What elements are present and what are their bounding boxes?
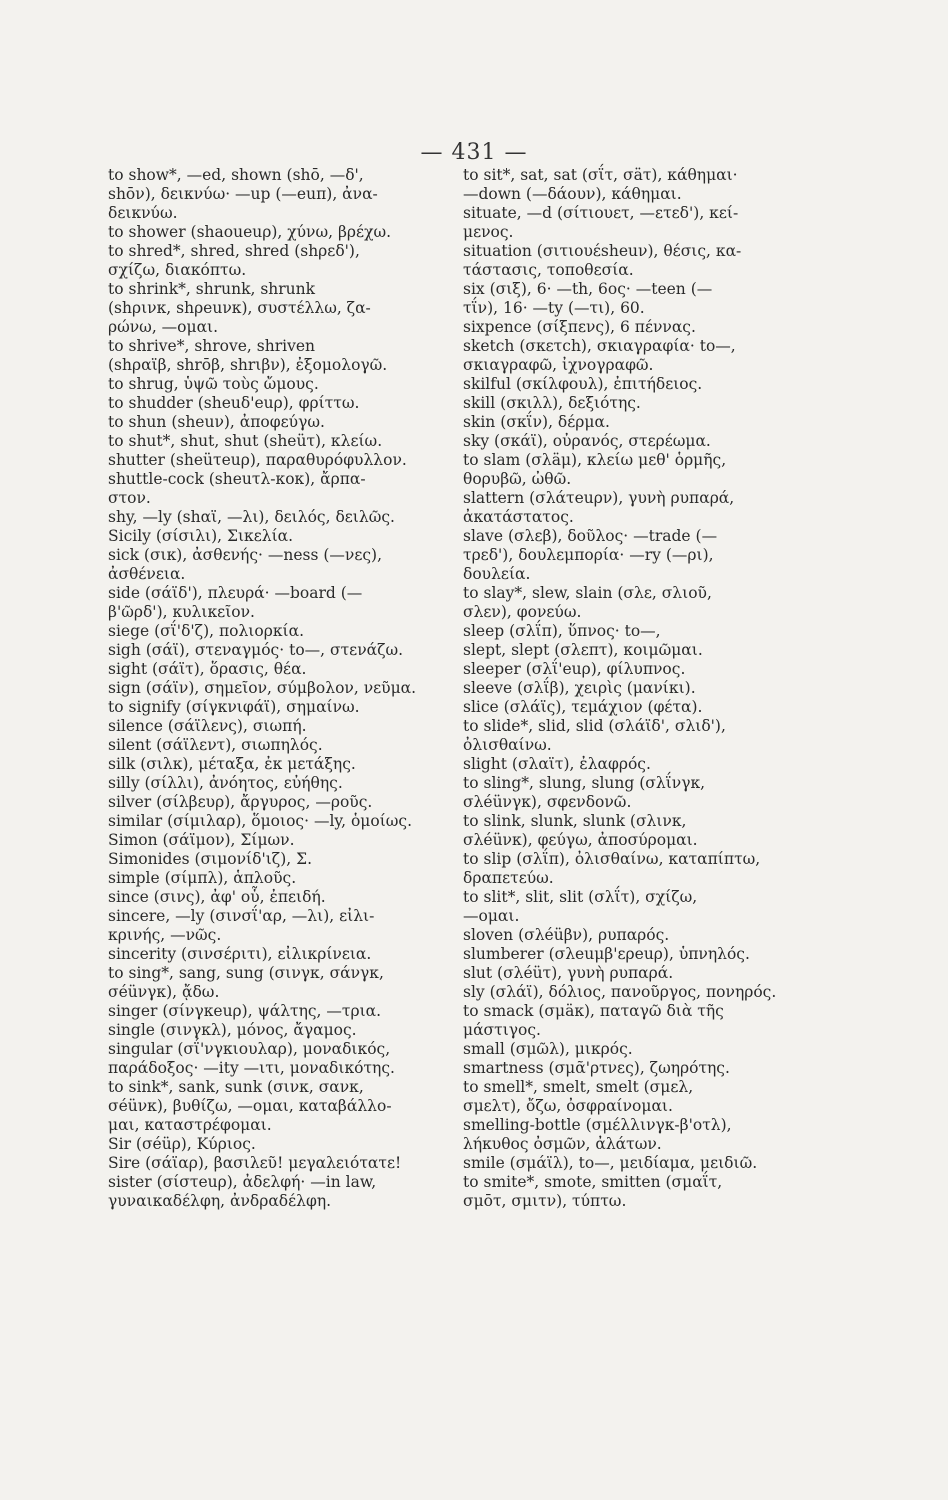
dictionary-entry <box>108 850 468 869</box>
entry-line: Simon (σάϊμον), Σίμων. <box>108 831 295 849</box>
dictionary-entry <box>108 1173 468 1211</box>
entry-line: to show*, —ed, shown (shō, —δ', <box>108 166 364 184</box>
dictionary-entry <box>108 375 468 394</box>
entry-line: sketch (σκετch), σκιαγραφία· to—, <box>463 337 736 355</box>
entry-line: to sink*, sank, sunk (σινκ, σανκ, <box>108 1078 364 1096</box>
entry-line: to shrink*, shrunk, shrunk <box>108 280 316 298</box>
entry-line: to sling*, slung, slung (σλΐνγκ, <box>463 774 706 792</box>
dictionary-entry <box>108 888 468 907</box>
entry-line: to shun (sheuν), ἀποφεύγω. <box>108 413 325 431</box>
right-column <box>463 166 833 1211</box>
entry-line: sigh (σάϊ), στεναγμός· to—, στενάζω. <box>108 641 404 659</box>
entry-line: γυναικαδέλφη, ἀνδραδέλφη. <box>108 1192 332 1210</box>
dictionary-entry <box>463 375 833 394</box>
entry-line: sign (σάϊν), σημεῖον, σύμβολον, νεῦμα. <box>108 679 417 697</box>
entry-line: slept, slept (σλεπτ), κοιμῶμαι. <box>463 641 703 659</box>
dictionary-entry <box>463 166 833 204</box>
dictionary-entry <box>108 698 468 717</box>
entry-line: (shρινκ, shρeuνκ), συστέλλω, ζα- <box>108 299 371 317</box>
entry-line: κρινής, —νῶς. <box>108 926 222 944</box>
dictionary-entry <box>463 584 833 622</box>
left-column <box>108 166 468 1211</box>
entry-line: six (σιξ), 6· —th, 6ος· —teen (— <box>463 280 713 298</box>
dictionary-entry <box>108 774 468 793</box>
entry-line: to slit*, slit, slit (σλΐτ), σχίζω, <box>463 888 698 906</box>
entry-line: σλεν), φονεύω. <box>463 603 582 621</box>
entry-line: smelling-bottle (σμέλλινγκ-β'οτλ), <box>463 1116 732 1134</box>
entry-line: Simonides (σιμονίδ'ιζ), Σ. <box>108 850 312 868</box>
entry-line: single (σινγκλ), μόνος, ἄγαμος. <box>108 1021 357 1039</box>
entry-line: silly (σίλλι), ἀνόητος, εὐήθης. <box>108 774 343 792</box>
entry-line: sincere, —ly (σινσΐ'αρ, —λι), εἰλι- <box>108 907 375 925</box>
entry-line: σéüνκ), βυθίζω, —ομαι, καταβάλλο- <box>108 1097 392 1115</box>
entry-line: ἀκατάστατος. <box>463 508 574 526</box>
entry-line: δουλεία. <box>463 565 531 583</box>
dictionary-entry <box>108 166 468 223</box>
entry-line: Sicily (σίσιλι), Σικελία. <box>108 527 294 545</box>
dictionary-entry <box>463 812 833 850</box>
dictionary-entry <box>463 280 833 318</box>
dictionary-entry <box>108 869 468 888</box>
entry-line: —down (—δάουν), κάθημαι. <box>463 185 682 203</box>
entry-line: to smack (σμäκ), παταγῶ διὰ τῆς <box>463 1002 724 1020</box>
entry-line: to signify (σίγκνιφάϊ), σημαίνω. <box>108 698 360 716</box>
dictionary-entry <box>108 508 468 527</box>
dictionary-entry <box>108 451 468 470</box>
dictionary-entry <box>108 679 468 698</box>
dictionary-entry <box>108 527 468 546</box>
entry-line: σλéüνκ), φεύγω, ἀποσύρομαι. <box>463 831 698 849</box>
entry-line: (shραϊβ, shrōβ, shrιβν), ἐξομολογῶ. <box>108 356 388 374</box>
entry-line: σλéüνγκ), σφενδονῶ. <box>463 793 632 811</box>
entry-line: situation (σιτιουέsheuν), θέσις, κα- <box>463 242 742 260</box>
entry-line: στον. <box>108 489 151 507</box>
dictionary-entry <box>108 1021 468 1040</box>
dictionary-entry <box>463 1040 833 1059</box>
entry-line: skilful (σκίλφουλ), ἐπιτήδειος. <box>463 375 703 393</box>
entry-line: to slam (σλäμ), κλείω μεθ' ὁρμῆς, <box>463 451 727 469</box>
dictionary-entry <box>463 1116 833 1154</box>
dictionary-entry <box>463 698 833 717</box>
dictionary-entry <box>108 964 468 1002</box>
dictionary-entry <box>463 1154 833 1173</box>
entry-line: singer (σίνγκeuρ), ψάλτης, —τρια. <box>108 1002 382 1020</box>
entry-line: σμελτ), ὄζω, ὀσφραίνομαι. <box>463 1097 673 1115</box>
entry-line: to smell*, smelt, smelt (σμελ, <box>463 1078 694 1096</box>
entry-line: shuttle-cock (sheuτλ-κοκ), ἄρπα- <box>108 470 366 488</box>
entry-line: παράδοξος· —ity —ιτι, μοναδικότης. <box>108 1059 395 1077</box>
entry-line: slight (σλαϊτ), ἐλαφρός. <box>463 755 651 773</box>
dictionary-entry <box>463 204 833 242</box>
dictionary-entry <box>108 470 468 508</box>
entry-line: ἀσθένεια. <box>108 565 186 583</box>
entry-line: side (σάϊδ'), πλευρά· —board (— <box>108 584 363 602</box>
entry-line: slattern (σλάτeuρν), γυνὴ ρυπαρά, <box>463 489 735 507</box>
entry-line: ὀλισθαίνω. <box>463 736 552 754</box>
entry-line: sleeper (σλΐ'euρ), φίλυπνος. <box>463 660 686 678</box>
dictionary-entry <box>108 280 468 337</box>
dictionary-entry <box>463 622 833 641</box>
dictionary-entry <box>108 755 468 774</box>
dictionary-entry <box>108 793 468 812</box>
dictionary-entry <box>463 679 833 698</box>
dictionary-entry <box>108 641 468 660</box>
entry-line: σχίζω, διακόπτω. <box>108 261 247 279</box>
entry-line: to shower (shaoueuρ), χύνω, βρέχω. <box>108 223 392 241</box>
entry-line: μαι, καταστρέφομαι. <box>108 1116 272 1134</box>
entry-line: small (σμῶλ), μικρός. <box>463 1040 633 1058</box>
entry-line: shy, —ly (shαϊ, —λι), δειλός, δειλῶς. <box>108 508 395 526</box>
dictionary-entry <box>108 907 468 945</box>
dictionary-entry <box>463 1059 833 1078</box>
dictionary-entry <box>463 413 833 432</box>
dictionary-entry <box>108 546 468 584</box>
entry-line: ρώνω, —ομαι. <box>108 318 219 336</box>
entry-line: since (σινς), ἀφ' οὗ, ἐπειδή. <box>108 888 326 906</box>
entry-line: similar (σίμιλαρ), ὅμοιος· —ly, ὁμοίως. <box>108 812 413 830</box>
entry-line: silence (σάϊλενς), σιωπή. <box>108 717 307 735</box>
entry-line: to shut*, shut, shut (sheüτ), κλείω. <box>108 432 383 450</box>
dictionary-entry <box>463 451 833 489</box>
entry-line: skill (σκιλλ), δεξιότης. <box>463 394 641 412</box>
dictionary-entry <box>463 1173 833 1211</box>
entry-line: silk (σιλκ), μέταξα, ἐκ μετάξης. <box>108 755 356 773</box>
dictionary-entry <box>108 1154 468 1173</box>
dictionary-entry <box>463 318 833 337</box>
entry-line: sister (σίστeuρ), ἀδελφή· —in law, <box>108 1173 377 1191</box>
entry-line: sight (σάϊτ), ὅρασις, θέα. <box>108 660 307 678</box>
entry-line: to shudder (sheuδ'euρ), φρίττω. <box>108 394 360 412</box>
entry-line: slave (σλεβ), δοῦλος· —trade (— <box>463 527 718 545</box>
entry-line: sincerity (σινσέριτι), εἰλικρίνεια. <box>108 945 372 963</box>
entry-line: λήκυθος ὀσμῶν, ἀλάτων. <box>463 1135 662 1153</box>
dictionary-entry <box>108 622 468 641</box>
entry-line: sleeve (σλΐβ), χειρὶς (μανίκι). <box>463 679 696 697</box>
entry-line: Sire (σάϊαρ), βασιλεῦ! μεγαλειότατε! <box>108 1154 402 1172</box>
dictionary-entry <box>463 755 833 774</box>
entry-line: slut (σλéüτ), γυνὴ ρυπαρά. <box>463 964 674 982</box>
entry-line: to shrug, ὑψῶ τοὺς ὤμους. <box>108 375 319 393</box>
dictionary-entry <box>108 432 468 451</box>
dictionary-entry <box>463 926 833 945</box>
dictionary-entry <box>463 660 833 679</box>
dictionary-entry <box>463 964 833 983</box>
dictionary-entry <box>463 888 833 926</box>
entry-line: shutter (sheüτeuρ), παραθυρόφυλλον. <box>108 451 407 469</box>
entry-line: to slip (σλΐπ), ὀλισθαίνω, καταπίπτω, <box>463 850 761 868</box>
entry-line: silent (σάϊλεντ), σιωπηλός. <box>108 736 323 754</box>
dictionary-entry <box>108 660 468 679</box>
dictionary-entry <box>108 1002 468 1021</box>
dictionary-entry <box>463 337 833 375</box>
entry-line: silver (σίλβευρ), ἄργυρος, —ροῦς. <box>108 793 373 811</box>
entry-line: τΐν), 16· —ty (—τι), 60. <box>463 299 645 317</box>
dictionary-entry <box>463 527 833 584</box>
entry-line: to sing*, sang, sung (σινγκ, σάνγκ, <box>108 964 384 982</box>
entry-line: —ομαι. <box>463 907 520 925</box>
entry-line: singular (σΐ'νγκιουλαρ), μοναδικός, <box>108 1040 391 1058</box>
entry-line: to shred*, shred, shred (shρεδ'), <box>108 242 360 260</box>
entry-line: to slay*, slew, slain (σλε, σλιοῦ, <box>463 584 712 602</box>
dictionary-entry <box>108 736 468 755</box>
entry-line: μενος. <box>463 223 514 241</box>
dictionary-entry <box>463 1002 833 1040</box>
entry-line: sly (σλάϊ), δόλιος, πανοῦργος, πονηρός. <box>463 983 777 1001</box>
entry-line: σμōτ, σμιτν), τύπτω. <box>463 1192 627 1210</box>
entry-line: δραπετεύω. <box>463 869 554 887</box>
dictionary-entry <box>108 1135 468 1154</box>
dictionary-entry <box>108 1078 468 1135</box>
dictionary-entry <box>463 432 833 451</box>
entry-line: sloven (σλéüβν), ρυπαρός. <box>463 926 670 944</box>
dictionary-entry <box>108 1040 468 1078</box>
entry-line: smartness (σμᾶ'ρτνες), ζωηρότης. <box>463 1059 730 1077</box>
entry-line: δεικνύω. <box>108 204 178 222</box>
dictionary-entry <box>108 812 468 831</box>
dictionary-entry <box>108 223 468 242</box>
dictionary-entry <box>108 945 468 964</box>
dictionary-entry <box>463 394 833 413</box>
dictionary-entry <box>463 983 833 1002</box>
dictionary-entry <box>463 774 833 812</box>
entry-line: Sir (σéüρ), Κύριος. <box>108 1135 256 1153</box>
entry-line: to slide*, slid, slid (σλάϊδ', σλιδ'), <box>463 717 726 735</box>
entry-line: θορυβῶ, ὠθῶ. <box>463 470 572 488</box>
dictionary-entry <box>108 717 468 736</box>
dictionary-entry <box>108 242 468 280</box>
entry-line: skin (σκΐν), δέρμα. <box>463 413 610 431</box>
entry-line: siege (σΐ'δ'ζ), πολιορκία. <box>108 622 304 640</box>
entry-line: τάστασις, τοποθεσία. <box>463 261 634 279</box>
entry-line: sick (σικ), ἀσθενής· —ness (—νες), <box>108 546 383 564</box>
entry-line: β'ῶρδ'), κυλικεῖον. <box>108 603 255 621</box>
entry-line: to sit*, sat, sat (σΐτ, σäτ), κάθημαι· <box>463 166 738 184</box>
entry-line: slumberer (σλeuμβ'ερeuρ), ὑπνηλός. <box>463 945 750 963</box>
entry-line: τρεδ'), δουλεμπορία· —ry (—ρι), <box>463 546 714 564</box>
entry-line: μάστιγος. <box>463 1021 541 1039</box>
entry-line: sixpence (σίξπενς), 6 πέννας. <box>463 318 696 336</box>
dictionary-entry <box>463 717 833 755</box>
dictionary-entry <box>463 945 833 964</box>
entry-line: to smite*, smote, smitten (σμαΐτ, <box>463 1173 723 1191</box>
dictionary-entry <box>108 413 468 432</box>
dictionary-entry <box>108 831 468 850</box>
dictionary-entry <box>463 641 833 660</box>
entry-line: sleep (σλΐπ), ὕπνος· to—, <box>463 622 661 640</box>
dictionary-entry <box>108 584 468 622</box>
entry-line: to slink, slunk, slunk (σλινκ, <box>463 812 687 830</box>
entry-line: smile (σμάϊλ), to—, μειδίαμα, μειδιῶ. <box>463 1154 758 1172</box>
dictionary-entry <box>463 489 833 527</box>
dictionary-entry <box>108 394 468 413</box>
entry-line: simple (σίμπλ), ἁπλοῦς. <box>108 869 297 887</box>
dictionary-entry <box>108 337 468 375</box>
entry-line: situate, —d (σίτιουετ, —ετεδ'), κεί- <box>463 204 739 222</box>
entry-line: sky (σκάϊ), οὐρανός, στερέωμα. <box>463 432 711 450</box>
entry-line: shōν), δεικνύω· —up (—euπ), ἀνα- <box>108 185 378 203</box>
entry-line: slice (σλάϊς), τεμάχιον (φέτα). <box>463 698 703 716</box>
dictionary-entry <box>463 850 833 888</box>
entry-line: σéüνγκ), ᾄδω. <box>108 983 220 1001</box>
entry-line: to shrive*, shrove, shriven <box>108 337 316 355</box>
entry-line: σκιαγραφῶ, ἰχνογραφῶ. <box>463 356 654 374</box>
dictionary-entry <box>463 242 833 280</box>
dictionary-entry <box>463 1078 833 1116</box>
page-number: — 431 — <box>420 140 528 165</box>
